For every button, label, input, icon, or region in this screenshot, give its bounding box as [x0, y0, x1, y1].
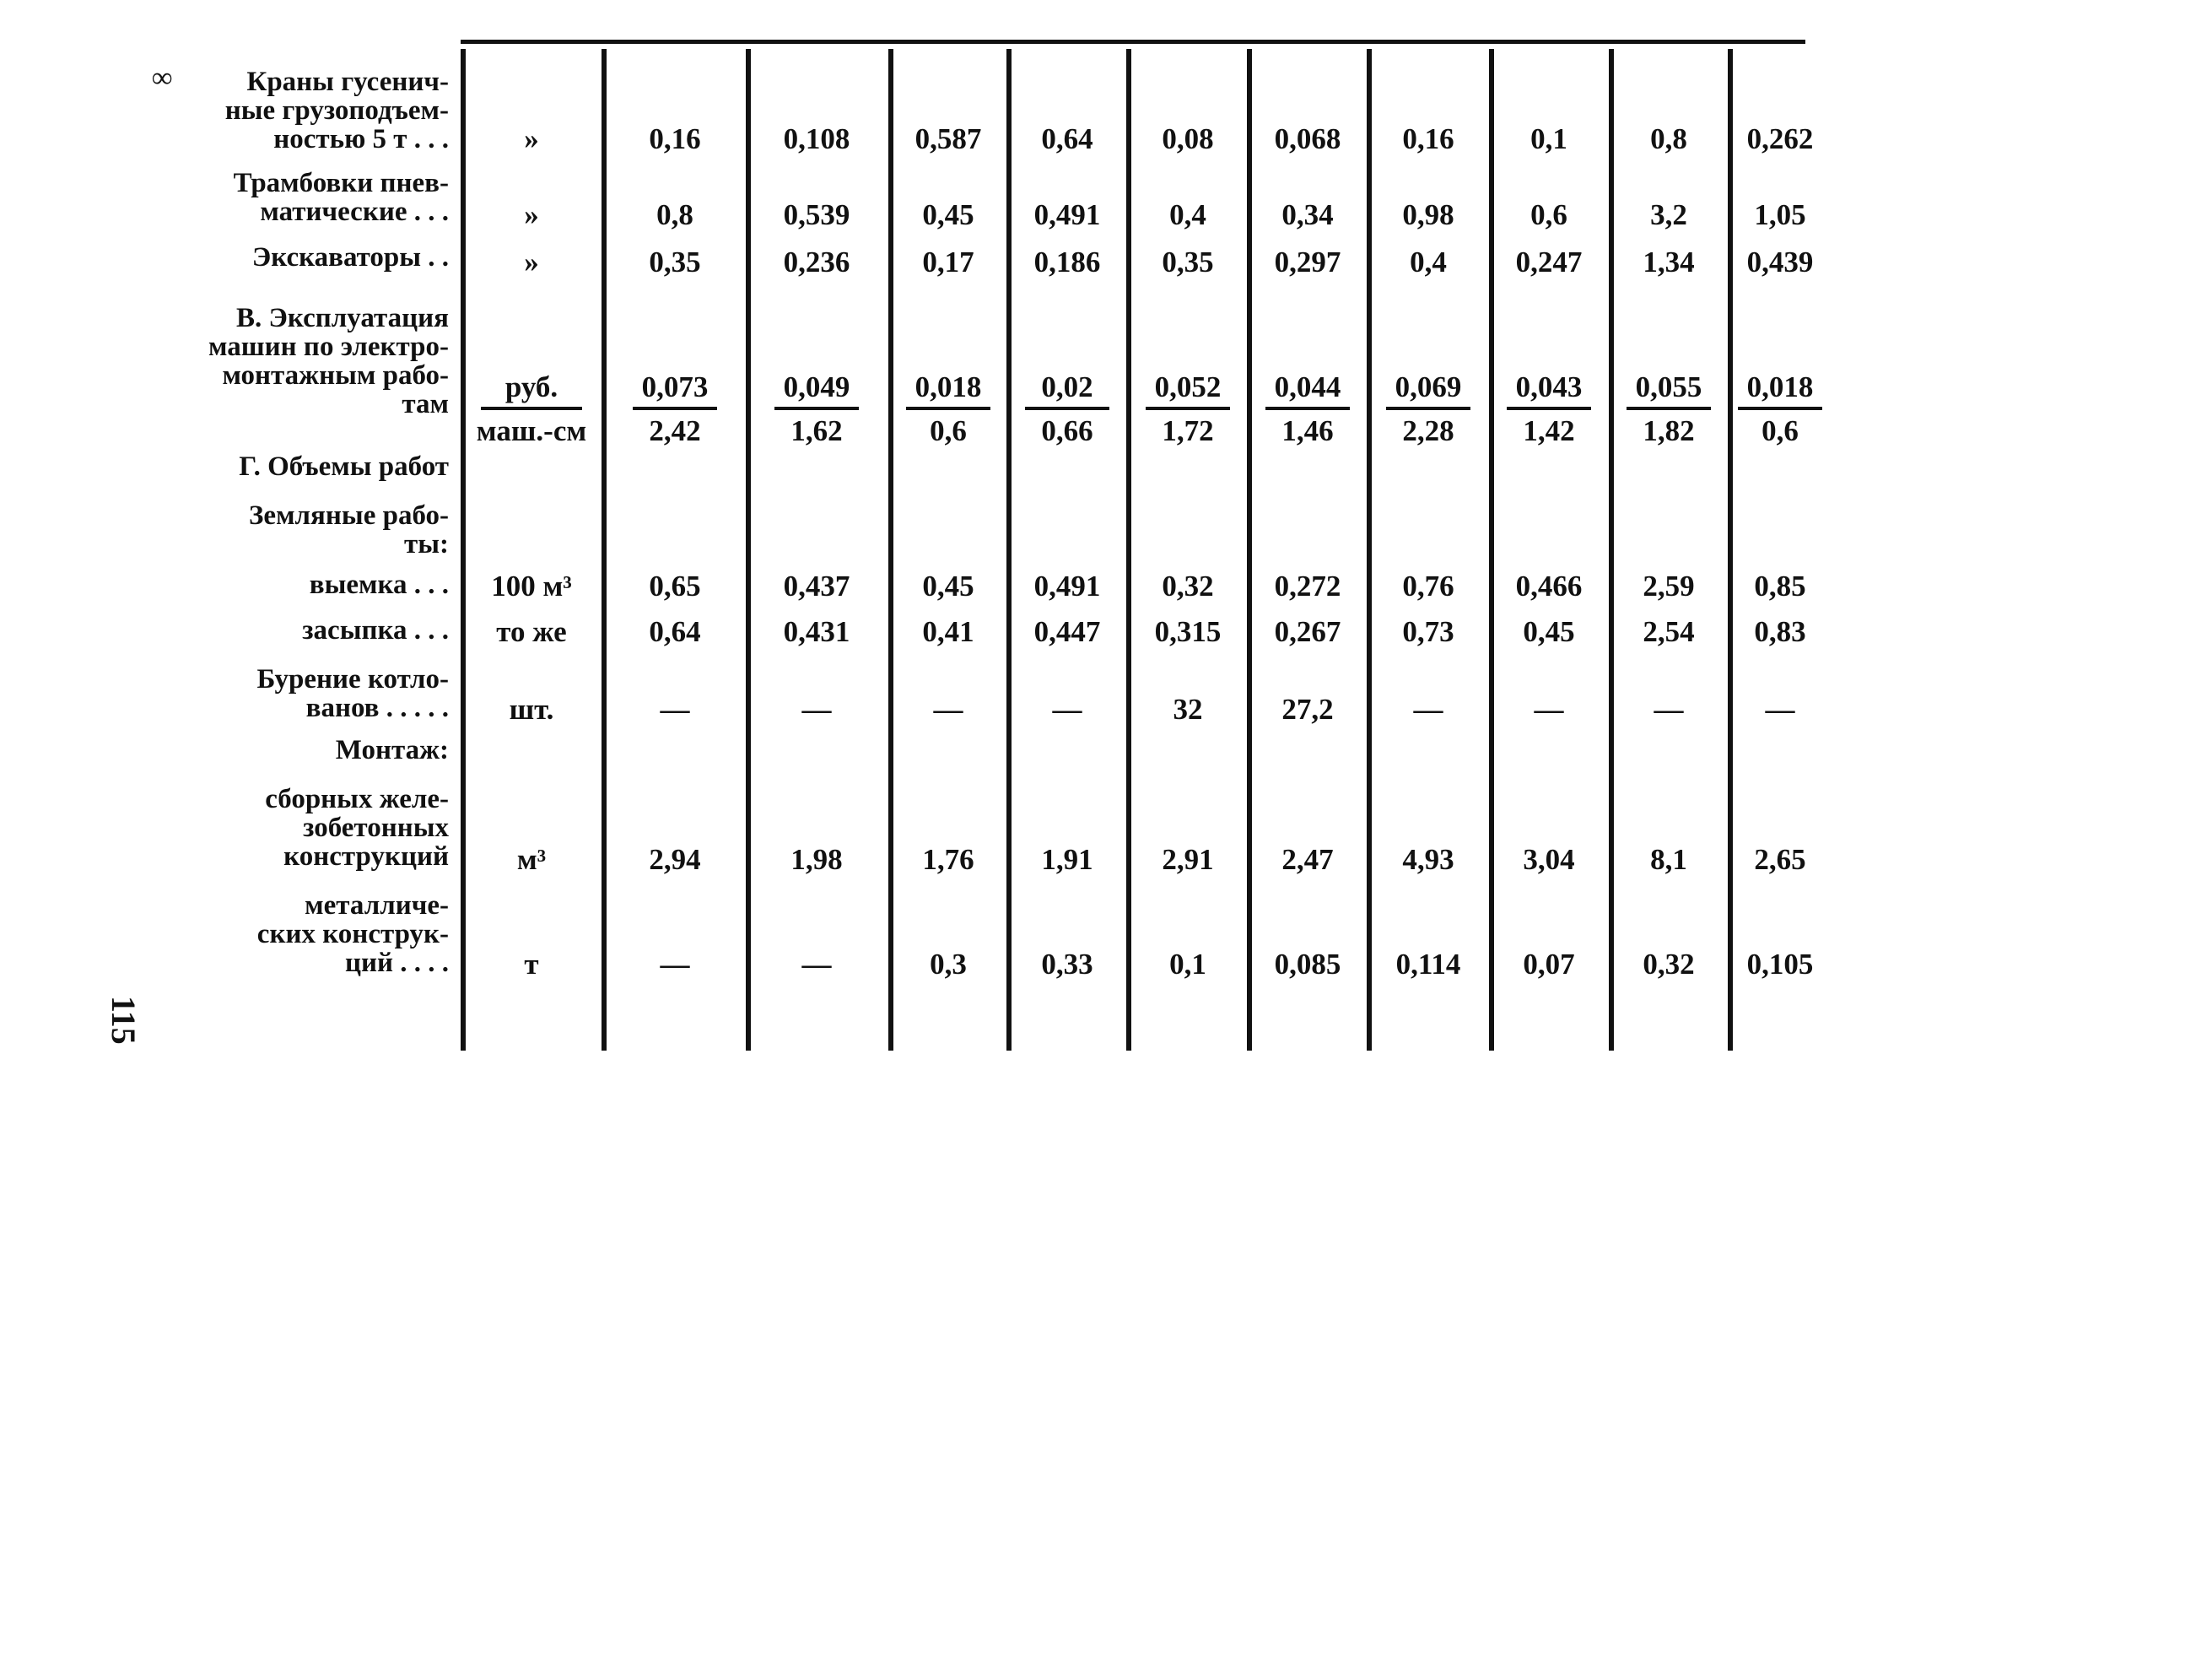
- value-cell: 0,068: [1274, 122, 1341, 155]
- row-label: сборных желе- зобетонных конструкций: [265, 784, 449, 872]
- value-cell: 0,431: [783, 615, 850, 648]
- value-cell: 0,76: [1402, 570, 1454, 603]
- fraction-line: [1025, 407, 1109, 410]
- row-label: Краны гусенич- ные грузоподъем- ностью 5 т . . .: [224, 67, 449, 154]
- fraction-line: [1146, 407, 1230, 410]
- row-label: выемка . . .: [309, 570, 449, 600]
- fraction-line: [1627, 407, 1711, 410]
- value-cell: 0,186: [1033, 246, 1101, 278]
- value-cell: 0,297: [1274, 246, 1341, 278]
- value-cell: 0,07: [1523, 948, 1575, 981]
- unit-cell: т: [524, 948, 539, 981]
- value-cell: 0,35: [649, 246, 701, 278]
- value-cell: —: [933, 693, 963, 726]
- fraction-line: [1738, 407, 1822, 410]
- unit-cell: »: [524, 122, 539, 155]
- value-cell: 0,447: [1033, 615, 1101, 648]
- fraction-denominator: 2,28: [1402, 414, 1454, 447]
- row-label: Экскаваторы . .: [251, 242, 449, 273]
- unit-cell: шт.: [509, 693, 554, 726]
- fraction-numerator: 0,018: [1746, 370, 1814, 403]
- value-cell: 2,94: [649, 843, 701, 876]
- value-cell: —: [1654, 693, 1684, 726]
- fraction-line: [774, 407, 859, 410]
- fraction-numerator: 0,043: [1515, 370, 1583, 403]
- value-cell: 0,83: [1754, 615, 1806, 648]
- value-cell: 0,439: [1746, 246, 1814, 278]
- value-cell: 0,491: [1033, 198, 1101, 231]
- fraction-denominator: 1,62: [790, 414, 843, 447]
- value-cell: 0,4: [1169, 198, 1206, 231]
- value-cell: 3,2: [1650, 198, 1687, 231]
- fraction-numerator: 0,044: [1274, 370, 1341, 403]
- fraction-numerator: 0,049: [783, 370, 850, 403]
- unit-cell: »: [524, 246, 539, 278]
- value-cell: —: [1413, 693, 1443, 726]
- value-cell: 1,05: [1754, 198, 1806, 231]
- fraction-numerator: 0,073: [641, 370, 709, 403]
- value-cell: 0,16: [649, 122, 701, 155]
- value-cell: 0,247: [1515, 246, 1583, 278]
- value-cell: 0,466: [1515, 570, 1583, 603]
- value-cell: —: [660, 693, 690, 726]
- value-cell: 0,64: [1041, 122, 1093, 155]
- fraction-denominator: 1,42: [1523, 414, 1575, 447]
- value-cell: 0,437: [783, 570, 850, 603]
- unit-cell: то же: [496, 615, 567, 648]
- value-cell: 2,54: [1643, 615, 1695, 648]
- fraction-numerator: 0,052: [1154, 370, 1222, 403]
- value-cell: 1,34: [1643, 246, 1695, 278]
- value-cell: 0,16: [1402, 122, 1454, 155]
- value-cell: 0,33: [1041, 948, 1093, 981]
- row-label: металличе- ских конструк- ций . . . .: [256, 890, 449, 978]
- value-cell: —: [1765, 693, 1795, 726]
- value-cell: 0,65: [649, 570, 701, 603]
- fraction-numerator: 0,069: [1395, 370, 1462, 403]
- page-number: 115: [105, 996, 143, 1045]
- value-cell: 0,17: [922, 246, 974, 278]
- value-cell: 0,114: [1395, 948, 1461, 981]
- fraction-denominator: 2,42: [649, 414, 701, 447]
- value-cell: 0,73: [1402, 615, 1454, 648]
- value-cell: 2,59: [1643, 570, 1695, 603]
- value-cell: 0,085: [1274, 948, 1341, 981]
- fraction-denominator: 0,66: [1041, 414, 1093, 447]
- unit-cell: »: [524, 198, 539, 231]
- corner-mark: ∞: [152, 62, 173, 94]
- value-cell: 2,91: [1162, 843, 1214, 876]
- value-cell: —: [1534, 693, 1564, 726]
- value-cell: 0,539: [783, 198, 850, 231]
- value-cell: 0,1: [1530, 122, 1567, 155]
- value-cell: —: [1052, 693, 1082, 726]
- value-cell: —: [801, 693, 832, 726]
- fraction-denominator: 1,72: [1162, 414, 1214, 447]
- value-cell: 4,93: [1402, 843, 1454, 876]
- row-label: Г. Объемы работ: [239, 451, 449, 482]
- value-cell: 0,3: [930, 948, 967, 981]
- value-cell: 1,91: [1041, 843, 1093, 876]
- value-cell: 0,236: [783, 246, 850, 278]
- fraction-line: [633, 407, 717, 410]
- table-top-rule: [461, 40, 1805, 44]
- value-cell: 0,4: [1410, 246, 1447, 278]
- value-cell: 0,41: [922, 615, 974, 648]
- value-cell: 0,6: [1530, 198, 1567, 231]
- value-cell: 0,267: [1274, 615, 1341, 648]
- row-label: Бурение котло- ванов . . . . .: [256, 664, 449, 723]
- fraction-numerator: 0,018: [914, 370, 982, 403]
- value-cell: 0,8: [656, 198, 693, 231]
- value-cell: 0,98: [1402, 198, 1454, 231]
- fraction-line: [1386, 407, 1470, 410]
- value-cell: 32: [1173, 693, 1203, 726]
- value-cell: 2,47: [1281, 843, 1334, 876]
- value-cell: 0,35: [1162, 246, 1214, 278]
- value-cell: 0,272: [1274, 570, 1341, 603]
- value-cell: 0,108: [783, 122, 850, 155]
- value-cell: 0,45: [1523, 615, 1575, 648]
- fraction-denominator: 0,6: [930, 414, 967, 447]
- row-label: Монтаж:: [335, 735, 449, 765]
- fraction-numerator: 0,02: [1041, 370, 1093, 403]
- fraction-denominator: 1,82: [1643, 414, 1695, 447]
- fraction-denominator: 0,6: [1762, 414, 1799, 447]
- column-rule: [602, 49, 607, 1051]
- value-cell: 1,98: [790, 843, 843, 876]
- value-cell: 0,105: [1746, 948, 1814, 981]
- fraction-line: [481, 407, 582, 410]
- value-cell: 0,587: [914, 122, 982, 155]
- value-cell: 0,32: [1643, 948, 1695, 981]
- unit-numerator: руб.: [504, 370, 558, 403]
- value-cell: 8,1: [1650, 843, 1687, 876]
- value-cell: 0,34: [1281, 198, 1334, 231]
- column-rule: [461, 49, 466, 1051]
- value-cell: 1,76: [922, 843, 974, 876]
- value-cell: 3,04: [1523, 843, 1575, 876]
- row-label: Трамбовки пнев- матические . . .: [233, 168, 449, 227]
- value-cell: 0,45: [922, 198, 974, 231]
- value-cell: 0,491: [1033, 570, 1101, 603]
- fraction-denominator: 1,46: [1281, 414, 1334, 447]
- fraction-line: [1265, 407, 1350, 410]
- value-cell: 0,45: [922, 570, 974, 603]
- value-cell: 0,64: [649, 615, 701, 648]
- unit-cell: 100 м³: [491, 570, 572, 603]
- value-cell: 0,32: [1162, 570, 1214, 603]
- column-rule: [746, 49, 751, 1051]
- unit-denominator: маш.-см: [476, 414, 587, 447]
- fraction-numerator: 0,055: [1635, 370, 1702, 403]
- value-cell: 0,315: [1154, 615, 1222, 648]
- value-cell: 27,2: [1281, 693, 1334, 726]
- value-cell: —: [660, 948, 690, 981]
- fraction-line: [1507, 407, 1591, 410]
- fraction-line: [906, 407, 990, 410]
- value-cell: 0,262: [1746, 122, 1814, 155]
- row-label: В. Эксплуатация машин по электро- монтажным рабо- там: [208, 303, 449, 419]
- value-cell: 2,65: [1754, 843, 1806, 876]
- row-label: засыпка . . .: [302, 615, 449, 646]
- value-cell: 0,08: [1162, 122, 1214, 155]
- value-cell: 0,85: [1754, 570, 1806, 603]
- value-cell: 0,1: [1169, 948, 1206, 981]
- row-label: Земляные рабо- ты:: [249, 500, 449, 559]
- unit-cell: м³: [516, 843, 547, 876]
- value-cell: —: [801, 948, 832, 981]
- value-cell: 0,8: [1650, 122, 1687, 155]
